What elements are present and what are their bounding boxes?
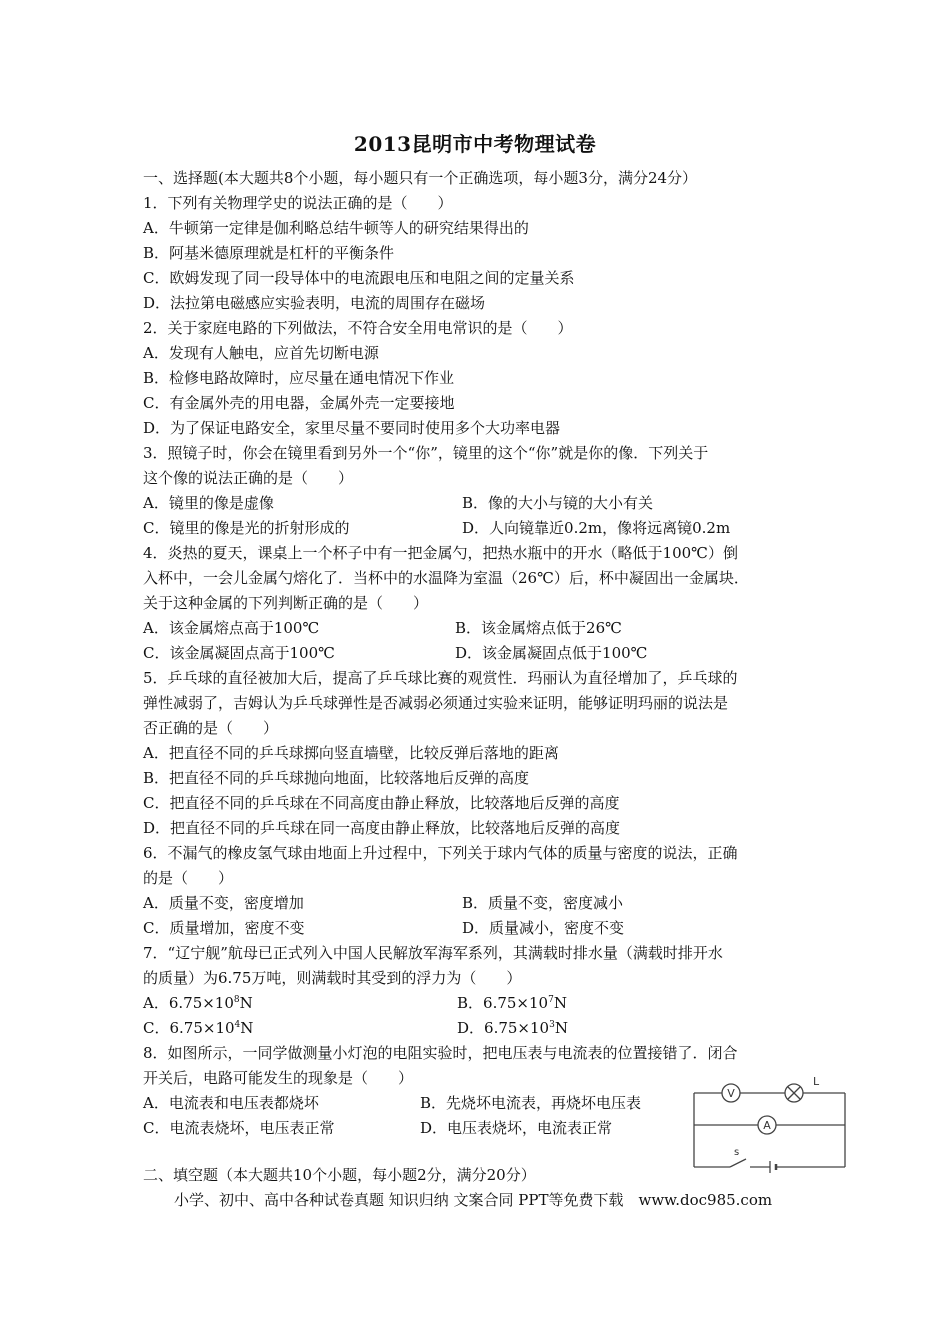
option-b: B．先烧坏电流表，再烧坏电压表 [420, 1094, 642, 1112]
question-stem: 5．乒乓球的直径被加大后，提高了乒乓球比赛的观赏性．玛丽认为直径增加了，乒乓球的 [143, 669, 738, 687]
question-stem: 入杯中，一会儿金属勺熔化了．当杯中的水温降为室温（26℃）后，杯中凝固出一金属块． [143, 569, 749, 587]
option-a: A．该金属熔点高于100℃ [143, 619, 320, 637]
option-a: A．电流表和电压表都烧坏 [143, 1094, 319, 1112]
option-d: D．$6.75\times 10^3N$ [457, 1019, 568, 1037]
option-d: D．为了保证电路安全，家里尽量不要同时使用多个大功率电器 [143, 419, 561, 437]
option-c: C．镜里的像是光的折射形成的 [143, 519, 350, 537]
option-c: C．欧姆发现了同一段导体中的电流跟电压和电阻之间的定量关系 [143, 269, 575, 287]
section-heading: 二、填空题（本大题共10个小题，每小题2分，满分20分） [143, 1166, 536, 1184]
question-stem: 3．照镜子时，你会在镜里看到另外一个“你”，镜里的这个“你”就是你的像．下列关于 [143, 444, 709, 462]
option-a: A．发现有人触电，应首先切断电源 [143, 344, 379, 362]
question-stem: 的质量）为6.75万吨，则满载时其受到的浮力为（ ） [143, 969, 522, 987]
option-d: D．把直径不同的乒乓球在同一高度由静止释放，比较落地后反弹的高度 [143, 819, 621, 837]
option-b: B．把直径不同的乒乓球抛向地面，比较落地后反弹的高度 [143, 769, 530, 787]
option-d: D．电压表烧坏，电流表正常 [420, 1119, 613, 1137]
ammeter-label: A [763, 1119, 771, 1132]
option-b: B．$6.75\times 10^7N$ [457, 994, 567, 1012]
switch-label: s [734, 1147, 740, 1158]
option-b: B．阿基米德原理就是杠杆的平衡条件 [143, 244, 395, 262]
question-stem: 1．下列有关物理学史的说法正确的是（ ） [143, 194, 453, 212]
lamp-label: L [813, 1075, 820, 1088]
lamp-symbol [785, 1075, 820, 1102]
page-title: 2013昆明市中考物理试卷 [353, 132, 597, 156]
option-a: A．$6.75\times 10^8N$ [143, 994, 253, 1012]
option-b: B．该金属熔点低于26℃ [455, 619, 622, 637]
question-stem: 弹性减弱了，吉姆认为乒乓球弹性是否减弱必须通过实验来证明，能够证明玛丽的说法是 [143, 694, 729, 712]
question-stem: 的是（ ） [143, 869, 234, 887]
question-stem: 否正确的是（ ） [143, 719, 279, 737]
option-d: D．人向镜靠近0.2m，像将远离镜0.2m [462, 519, 731, 537]
section-heading: 一、选择题(本大题共8个小题，每小题只有一个正确选项，每小题3分，满分24分） [143, 169, 698, 187]
option-a: A．牛顿第一定律是伽利略总结牛顿等人的研究结果得出的 [143, 219, 529, 237]
option-a: A．质量不变，密度增加 [143, 894, 304, 912]
voltmeter-label: V [727, 1087, 735, 1100]
question-stem: 关于这种金属的下列判断正确的是（ ） [143, 594, 429, 612]
question-stem: 2．关于家庭电路的下列做法，不符合安全用电常识的是（ ） [143, 319, 573, 337]
option-c: C．有金属外壳的用电器，金属外壳一定要接地 [143, 394, 455, 412]
option-d: D．质量减小，密度不变 [462, 919, 625, 937]
circuit-diagram [690, 1075, 850, 1175]
option-d: D．法拉第电磁感应实验表明，电流的周围存在磁场 [143, 294, 486, 312]
question-stem: 4．炎热的夏天，课桌上一个杯子中有一把金属勺，把热水瓶中的开水（略低于100℃）倒 [143, 544, 738, 562]
option-c: C．电流表烧坏，电压表正常 [143, 1119, 335, 1137]
question-stem: 8．如图所示，一同学做测量小灯泡的电阻实验时，把电压表与电流表的位置接错了．闭合 [143, 1044, 738, 1062]
option-c: C．质量增加，密度不变 [143, 919, 305, 937]
question-stem: 7．“辽宁舰”航母已正式列入中国人民解放军海军系列，其满载时排水量（满载时排开水 [143, 944, 723, 962]
option-c: C．该金属凝固点高于100℃ [143, 644, 335, 662]
question-stem: 开关后，电路可能发生的现象是（ ） [143, 1069, 414, 1087]
voltmeter-symbol [722, 1084, 740, 1102]
option-c: C．$6.75\times 10^4N$ [143, 1019, 254, 1037]
option-a: A．把直径不同的乒乓球掷向竖直墙壁，比较反弹后落地的距离 [143, 744, 559, 762]
question-stem: 6．不漏气的橡皮氢气球由地面上升过程中，下列关于球内气体的质量与密度的说法，正确 [143, 844, 738, 862]
option-b: B．质量不变，密度减小 [462, 894, 624, 912]
footer-text: 小学、初中、高中各种试卷真题 知识归纳 文案合同 PPT等免费下载 www.doc985.com [174, 1191, 773, 1209]
option-d: D．该金属凝固点低于100℃ [455, 644, 648, 662]
option-c: C．把直径不同的乒乓球在不同高度由静止释放，比较落地后反弹的高度 [143, 794, 620, 812]
ammeter-symbol [758, 1116, 776, 1134]
question-stem: 这个像的说法正确的是（ ） [143, 469, 354, 487]
option-b: B．检修电路故障时，应尽量在通电情况下作业 [143, 369, 455, 387]
option-a: A．镜里的像是虚像 [143, 494, 274, 512]
option-b: B．像的大小与镜的大小有关 [462, 494, 654, 512]
